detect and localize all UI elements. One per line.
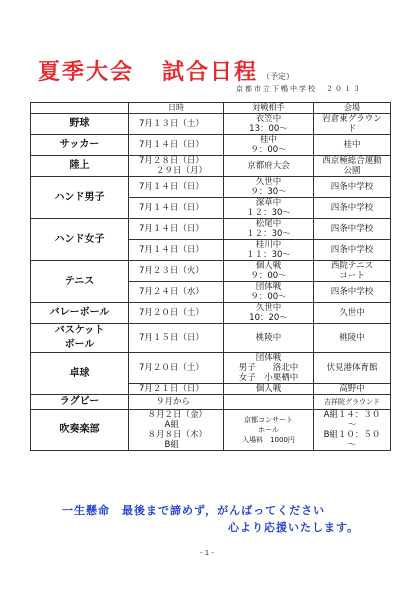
- date-cell-line: 7月１３日（土）: [139, 119, 204, 129]
- opponent-cell-line: 個人戦: [255, 384, 282, 394]
- sport-label: 卓球: [69, 367, 90, 379]
- date-cell: [129, 353, 224, 384]
- venue-cell: [314, 177, 391, 198]
- date-cell: [129, 303, 224, 324]
- opponent-cell: [224, 324, 314, 353]
- venue-cell: [314, 410, 391, 451]
- sport-label: ラグビー: [59, 396, 100, 407]
- opponent-cell-line: 10：20〜: [249, 313, 288, 323]
- sport-label: ハンド女子: [54, 233, 105, 245]
- venue-cell-line: 久世中: [339, 308, 365, 318]
- venue-cell: [314, 303, 391, 324]
- date-cell: [129, 114, 224, 135]
- date-cell-line: 7月１４日（日）: [139, 203, 204, 213]
- schedule-row: [31, 395, 391, 410]
- schedule-row: [31, 177, 391, 198]
- date-cell: [129, 384, 224, 395]
- page-title: [38, 55, 294, 86]
- sport-label: テニス: [64, 275, 95, 287]
- sport-label: 野球: [69, 118, 90, 129]
- opponent-cell-line: ９：00〜: [250, 145, 287, 155]
- opponent-cell-line: １２：30〜: [246, 229, 291, 239]
- venue-cell: [314, 198, 391, 219]
- venue-cell: [314, 353, 391, 384]
- schedule-row: [31, 156, 391, 177]
- venue-cell-line: 桂中: [343, 140, 361, 150]
- header-sport: [31, 103, 129, 114]
- date-cell-line: B組: [139, 440, 179, 450]
- date-cell-line: 7月２３日（火）: [139, 266, 204, 276]
- opponent-cell: [224, 135, 314, 156]
- schedule-row: [31, 135, 391, 156]
- venue-cell: [314, 282, 391, 303]
- opponent-cell-line: 13：00〜: [249, 124, 288, 134]
- opponent-cell-line: 京都府大会: [247, 161, 290, 171]
- opponent-cell-line: 桂中: [259, 135, 277, 145]
- opponent-cell-line: 男子 洛北中: [238, 363, 299, 373]
- date-cell: [129, 135, 224, 156]
- header-row: [31, 103, 391, 114]
- schedule-table: [30, 102, 391, 451]
- date-cell-line: 7月２４日（水）: [139, 287, 204, 297]
- date-cell: [129, 219, 224, 240]
- sport-label: バレーボール: [49, 307, 110, 318]
- header-date: 日時: [129, 103, 224, 114]
- header-venue: 会場: [314, 103, 391, 114]
- opponent-cell-line: 桃陵中: [255, 333, 282, 343]
- opponent-cell: [224, 395, 314, 410]
- date-cell-line: 7月１４日（日）: [139, 182, 204, 192]
- date-cell-line: 7月２０日（土）: [139, 363, 204, 373]
- venue-cell-line: 四条中学校: [330, 245, 374, 255]
- schedule-row: [31, 353, 391, 384]
- sport-label: 陸上: [69, 160, 90, 171]
- venue-cell: [314, 384, 391, 395]
- venue-cell-line: コート: [339, 271, 365, 281]
- sport-name: [31, 114, 129, 135]
- opponent-cell-line: ホール: [258, 426, 279, 434]
- page-number: - 1 -: [200, 549, 214, 557]
- venue-cell-line: 高野中: [339, 384, 365, 394]
- opponent-cell: [224, 177, 314, 198]
- opponent-cell-line: 団体戦: [255, 282, 282, 292]
- venue-cell-line: A組１４：３０: [323, 410, 381, 420]
- venue-cell-line: 四条中学校: [330, 224, 374, 234]
- date-cell-line: ２９日（月）: [139, 166, 208, 176]
- opponent-cell: [224, 198, 314, 219]
- venue-cell: [314, 324, 391, 353]
- date-cell-line: 7月１４日（日）: [139, 245, 204, 255]
- venue-cell: [314, 135, 391, 156]
- date-cell-line: 7月２０日（土）: [139, 308, 204, 318]
- venue-cell-line: B組１０：５０: [323, 430, 381, 440]
- sport-name: [31, 303, 129, 324]
- date-cell: [129, 177, 224, 198]
- venue-cell-line: ド: [347, 124, 357, 134]
- date-cell: [129, 282, 224, 303]
- opponent-cell: [224, 114, 314, 135]
- opponent-cell: [224, 303, 314, 324]
- sport-name: [31, 219, 129, 261]
- title-part2: 試合日程: [162, 60, 259, 85]
- opponent-cell: [224, 261, 314, 282]
- schedule-row: [31, 114, 391, 135]
- venue-cell: [314, 156, 391, 177]
- opponent-cell-line: 久世中: [255, 303, 282, 313]
- sport-label: サッカー: [59, 139, 100, 150]
- schedule-row: [31, 410, 391, 451]
- opponent-cell: [224, 384, 314, 395]
- sport-name: [31, 324, 129, 353]
- opponent-cell-line: ９：00〜: [250, 271, 287, 281]
- opponent-cell-line: １２：30〜: [246, 208, 291, 218]
- date-cell: [129, 156, 224, 177]
- venue-cell-line: 〜: [347, 440, 357, 450]
- opponent-cell-line: 桂川中: [255, 240, 282, 250]
- sport-label: 吹奏楽部: [59, 424, 100, 435]
- opponent-cell-line: 久世中: [255, 177, 282, 187]
- venue-cell: [314, 395, 391, 410]
- venue-cell-line: 伏見港体育館: [326, 363, 378, 373]
- opponent-cell: [224, 410, 314, 451]
- sport-name: [31, 353, 129, 395]
- opponent-cell-line: 衣笠中: [255, 114, 282, 124]
- schedule-body: [31, 114, 391, 451]
- opponent-cell-line: 団体戦: [255, 353, 282, 363]
- venue-cell-line: 公園: [343, 166, 361, 176]
- schedule-row: [31, 219, 391, 240]
- sport-label: バスケット ボール: [54, 325, 105, 350]
- opponent-cell: [224, 282, 314, 303]
- venue-cell: [314, 261, 391, 282]
- sport-name: [31, 261, 129, 303]
- date-cell-line: 7月２１日（日）: [139, 384, 204, 394]
- opponent-cell-line: 深草中: [255, 198, 282, 208]
- venue-cell: [314, 219, 391, 240]
- footer-message-1: 一生懸命 最後まで諦めず，がんばってください: [62, 504, 326, 517]
- footer-message-2: 心より応援いたします。: [228, 521, 360, 534]
- opponent-cell-line: １１：30〜: [246, 250, 291, 260]
- opponent-cell-line: ９：30〜: [250, 187, 287, 197]
- date-cell: [129, 198, 224, 219]
- date-cell-line: A組: [139, 420, 179, 430]
- venue-cell-line: 〜: [347, 420, 357, 430]
- date-cell: [129, 240, 224, 261]
- date-cell-line: 7月１４日（日）: [139, 140, 204, 150]
- date-cell-line: 7月２８日（日）: [139, 156, 204, 166]
- opponent-cell: [224, 156, 314, 177]
- sport-name: [31, 410, 129, 451]
- opponent-cell-line: ９：00〜: [250, 292, 287, 302]
- opponent-cell-line: 女子 小栗栖中: [238, 373, 299, 383]
- sport-name: [31, 156, 129, 177]
- venue-cell: [314, 114, 391, 135]
- venue-cell-line: 西京極総合運動: [322, 156, 382, 166]
- venue-cell-line: 吉祥院グラウンド: [324, 398, 380, 406]
- date-cell-line: ８月８日（木）: [139, 430, 208, 440]
- sport-name: [31, 177, 129, 219]
- schedule-row: [31, 261, 391, 282]
- opponent-cell-line: 入場料 1000円: [242, 436, 295, 444]
- title-note: （予定）: [262, 72, 295, 81]
- venue-cell-line: 四条中学校: [330, 287, 374, 297]
- date-cell: [129, 324, 224, 353]
- schedule-row: [31, 303, 391, 324]
- opponent-cell: [224, 240, 314, 261]
- venue-cell-line: 四条中学校: [330, 203, 374, 213]
- venue-cell-line: 桃陵中: [339, 333, 365, 343]
- venue-cell-line: 西院テニス: [330, 261, 374, 271]
- date-cell-line: ８月２日（金）: [139, 410, 208, 420]
- header-opponent: 対戦相手: [224, 103, 314, 114]
- sport-name: [31, 395, 129, 410]
- opponent-cell-line: 松尾中: [255, 219, 282, 229]
- date-cell: [129, 410, 224, 451]
- opponent-cell: [224, 353, 314, 384]
- opponent-cell-line: 個人戦: [255, 261, 282, 271]
- schedule-row: [31, 324, 391, 353]
- date-cell-line: 7月１４日（日）: [139, 224, 204, 234]
- venue-cell-line: 四条中学校: [330, 182, 374, 192]
- school-name: 京都市立下鴨中学校 ２０１３: [236, 85, 362, 93]
- venue-cell-line: 岩倉東グラウン: [322, 114, 382, 124]
- date-cell-line: 7月１５日（日）: [139, 333, 204, 343]
- sport-name: [31, 135, 129, 156]
- date-cell-line: ９月から: [139, 397, 191, 407]
- venue-cell: [314, 240, 391, 261]
- opponent-cell: [224, 219, 314, 240]
- sport-label: ハンド男子: [54, 191, 105, 203]
- title-part1: 夏季大会: [38, 60, 135, 85]
- date-cell: [129, 395, 224, 410]
- opponent-cell-line: 京都コンサート: [244, 416, 293, 424]
- date-cell: [129, 261, 224, 282]
